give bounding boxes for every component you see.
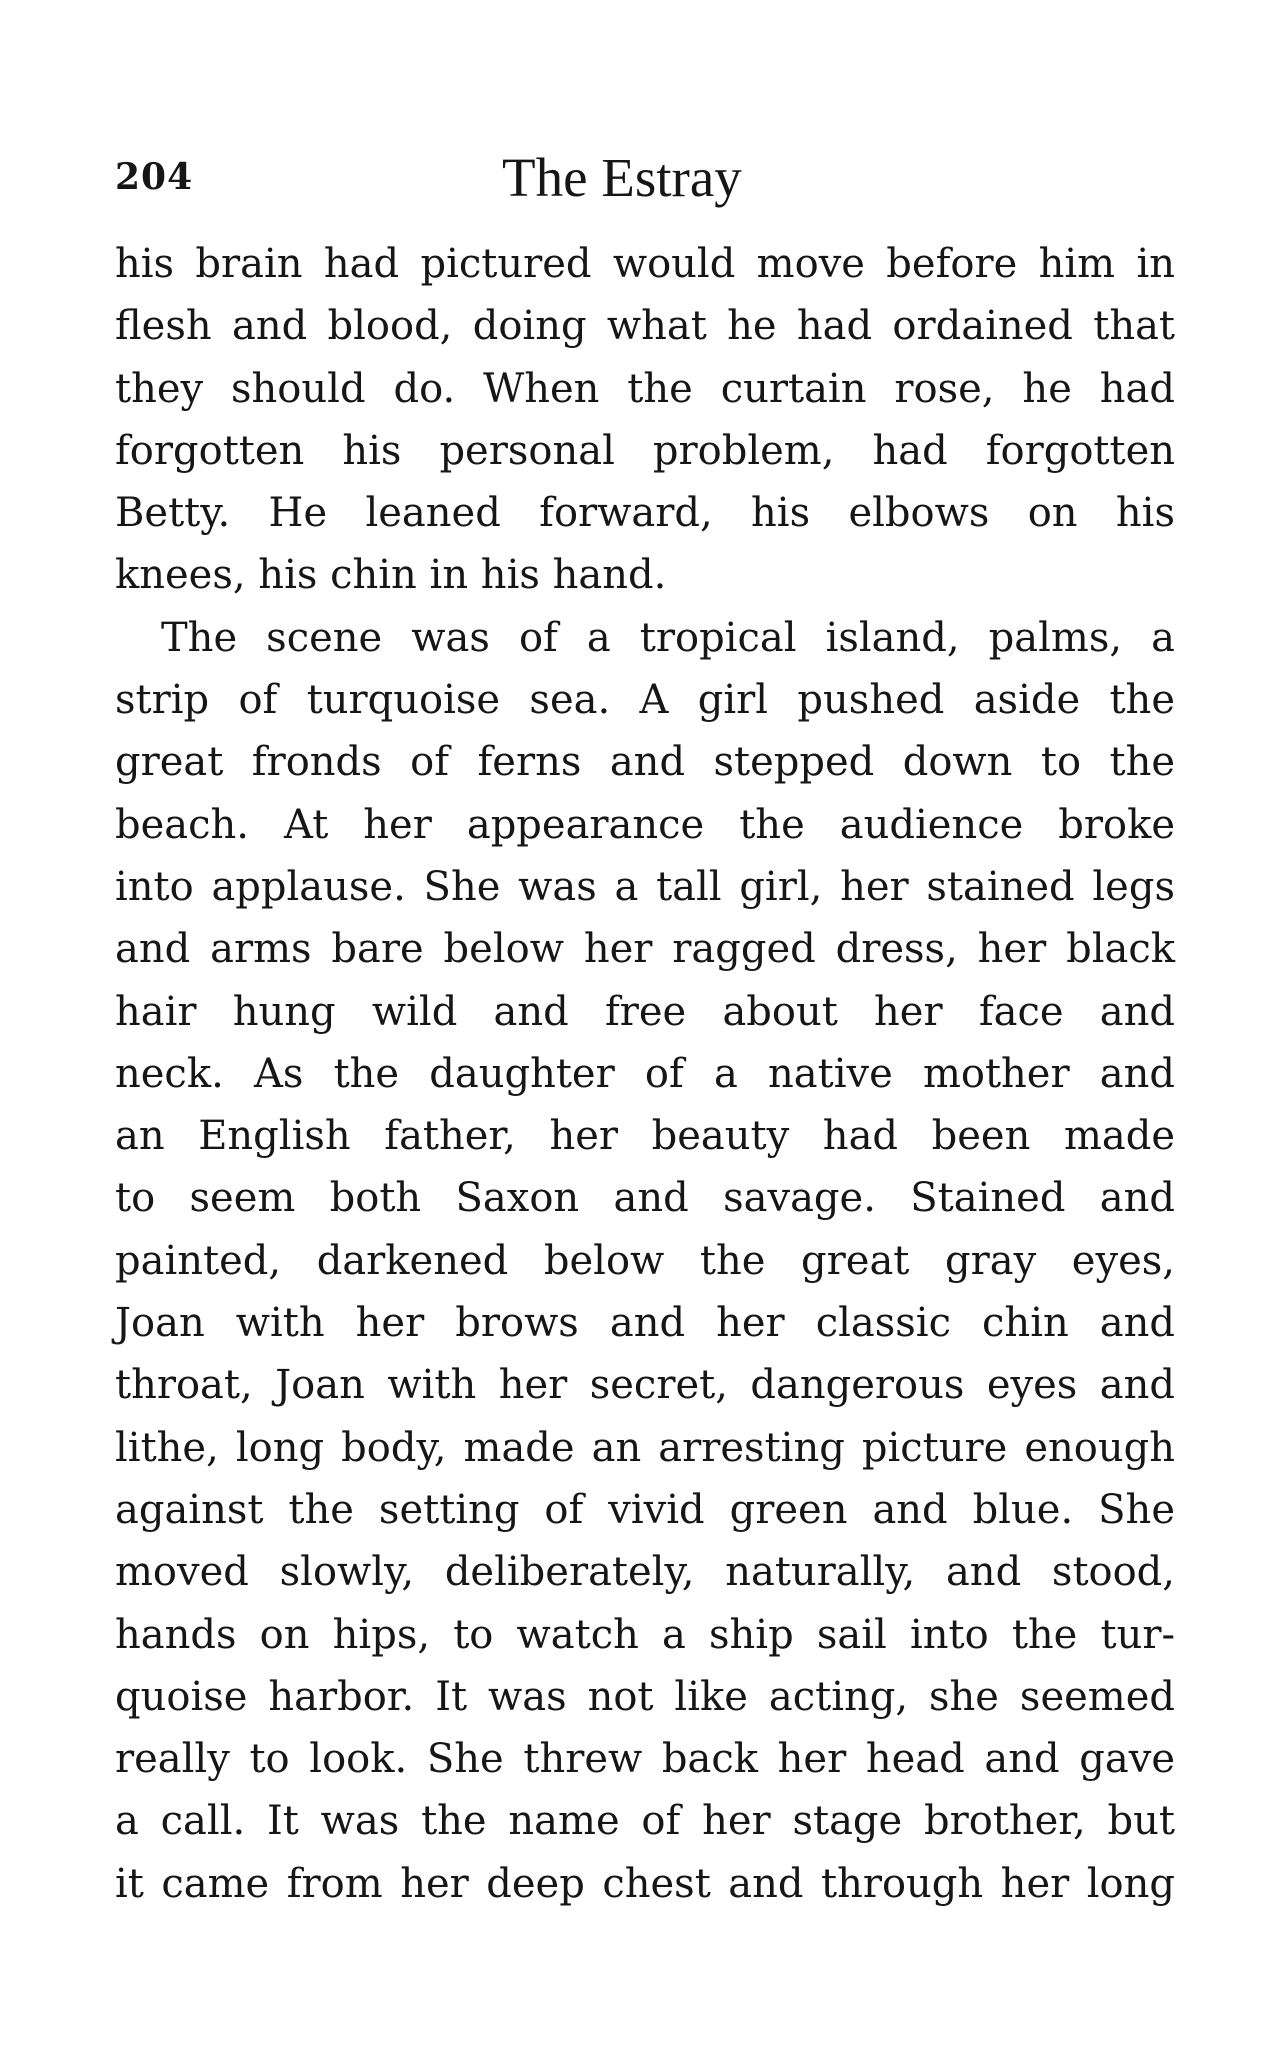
text-line: forgotten his personal problem, had forgotten — [115, 427, 1175, 474]
paragraph-start-line: The scene was of a tropical island, palms, a — [161, 614, 1175, 661]
text-line: into applause. She was a tall girl, her stained legs — [115, 863, 1175, 910]
text-line: neck. As the daughter of a native mother and — [115, 1050, 1175, 1097]
text-line: hands on hips, to watch a ship sail into the tur- — [115, 1611, 1175, 1658]
text-line: quoise harbor. It was not like acting, she seemed — [115, 1673, 1175, 1720]
text-line: and arms bare below her ragged dress, her black — [115, 926, 1175, 973]
text-line: moved slowly, deliberately, naturally, and stood, — [115, 1549, 1175, 1596]
text-line: to seem both Saxon and savage. Stained and — [115, 1175, 1175, 1222]
text-line: great fronds of ferns and stepped down to the — [115, 739, 1175, 786]
text-line: beach. At her appearance the audience broke — [115, 801, 1175, 848]
text-line: against the setting of vivid green and blue. She — [115, 1486, 1175, 1533]
text-line: his brain had pictured would move before him in — [115, 241, 1175, 287]
text-line: lithe, long body, made an arresting picture enough — [115, 1424, 1175, 1471]
text-line: an English father, her beauty had been made — [115, 1113, 1175, 1160]
page-header — [115, 146, 1175, 216]
text-line: it came from her deep chest and through her long — [115, 1860, 1175, 1907]
page-number: 204 — [115, 156, 194, 198]
body-text — [115, 233, 1175, 1915]
text-line: strip of turquoise sea. A girl pushed aside the — [115, 677, 1175, 724]
text-line: flesh and blood, doing what he had ordained that — [115, 303, 1175, 350]
text-line: a call. It was the name of her stage brother, but — [115, 1798, 1175, 1845]
text-line: Betty. He leaned forward, his elbows on his — [115, 490, 1175, 537]
text-line: Joan with her brows and her classic chin and — [115, 1300, 1175, 1347]
text-line: really to look. She threw back her head and gave — [115, 1736, 1175, 1783]
text-line: painted, darkened below the great gray eyes, — [115, 1237, 1175, 1284]
text-line: knees, his chin in his hand. — [115, 552, 667, 599]
text-line: throat, Joan with her secret, dangerous eyes and — [115, 1362, 1175, 1409]
text-line: they should do. When the curtain rose, he had — [115, 365, 1175, 412]
text-line: hair hung wild and free about her face and — [115, 988, 1175, 1035]
running-title: The Estray — [502, 147, 742, 208]
